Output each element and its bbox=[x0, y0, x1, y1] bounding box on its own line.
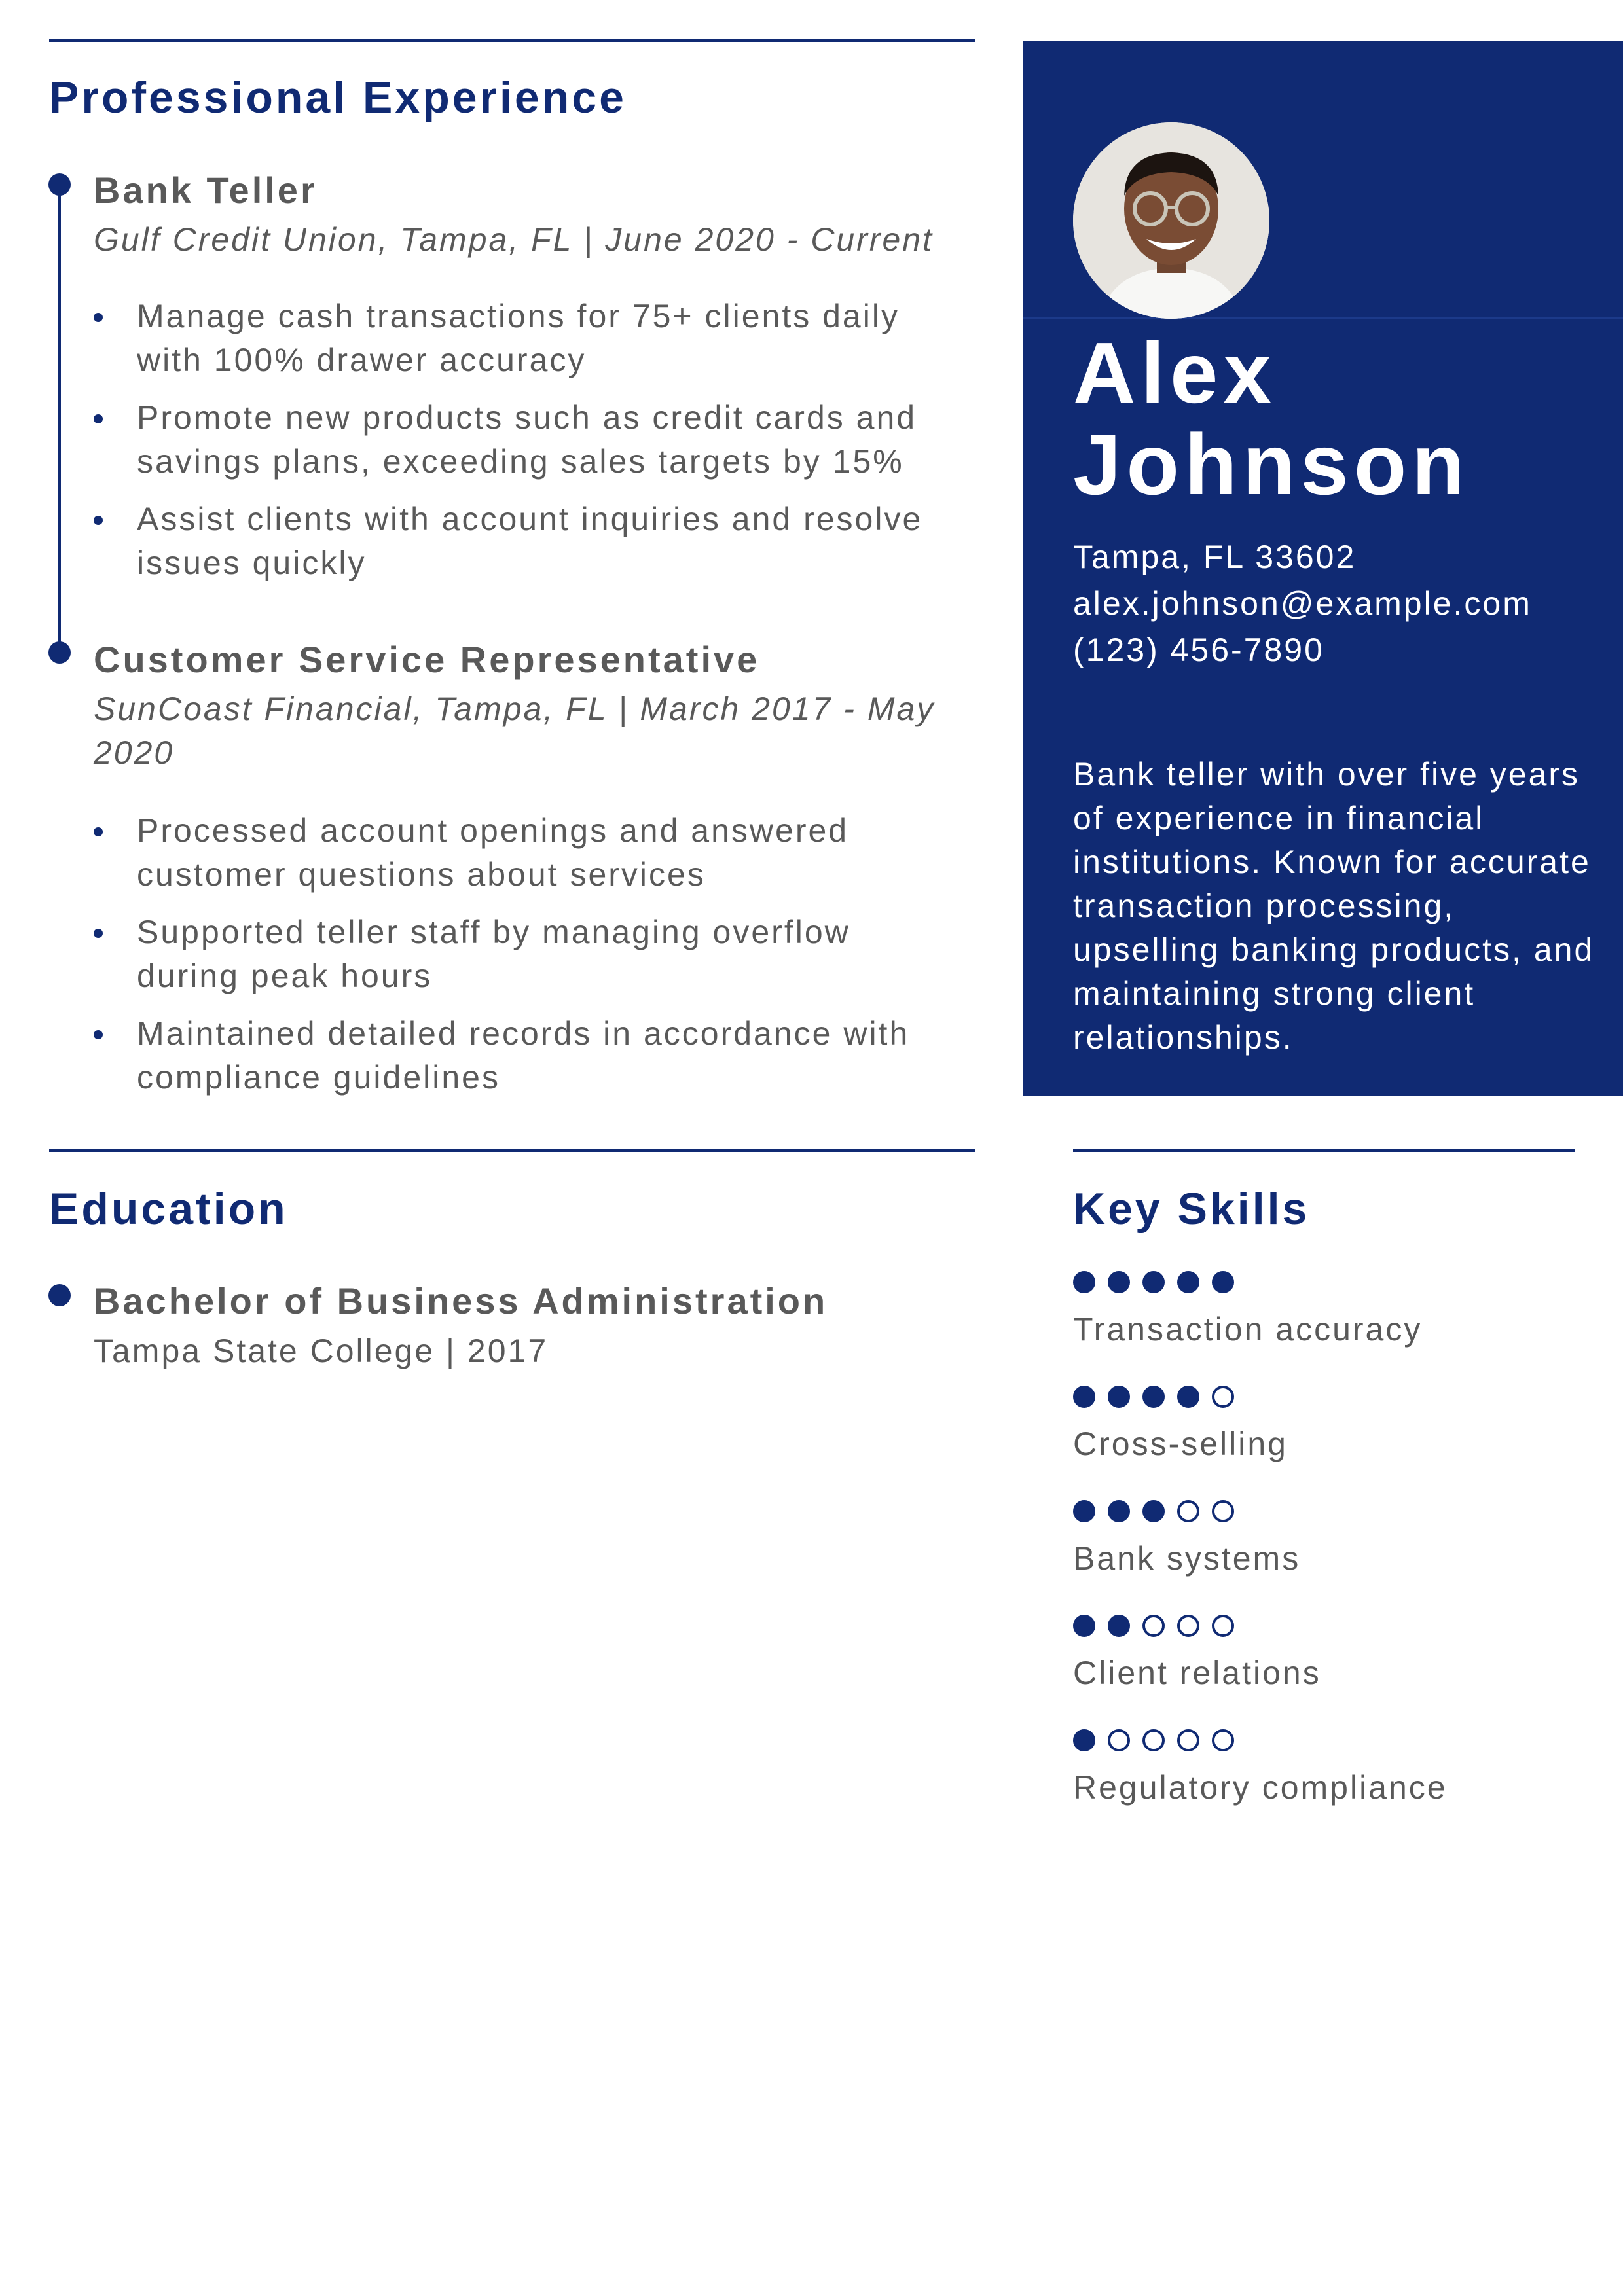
rating-dot-empty-icon bbox=[1212, 1615, 1234, 1637]
rating-dot-filled-icon bbox=[1108, 1500, 1130, 1522]
timeline-dot bbox=[48, 1284, 71, 1306]
rating-dot-filled-icon bbox=[1142, 1500, 1165, 1522]
skill-name: Regulatory compliance bbox=[1073, 1769, 1448, 1806]
job-bullet bbox=[94, 1012, 945, 1100]
rating-dot-filled-icon bbox=[1108, 1615, 1130, 1637]
contact-phone: (123) 456-7890 bbox=[1073, 632, 1324, 668]
experience-section-title: Professional Experience bbox=[49, 73, 627, 122]
skills-section-title: Key Skills bbox=[1073, 1184, 1310, 1234]
rating-dot-empty-icon bbox=[1212, 1386, 1234, 1408]
rating-dot-empty-icon bbox=[1177, 1500, 1199, 1522]
job-bullet-list bbox=[94, 809, 945, 1113]
last-name: Johnson bbox=[1073, 416, 1470, 512]
job-bullet-text: Assist clients with account inquiries and resolve issues quickly bbox=[137, 501, 923, 581]
rating-dot-filled-icon bbox=[1073, 1729, 1095, 1751]
profile-photo bbox=[1073, 122, 1269, 319]
bullet-dot-icon bbox=[94, 1030, 103, 1039]
skills-top-rule bbox=[1073, 1149, 1575, 1152]
job-title: Customer Service Representative bbox=[94, 639, 760, 680]
degree-title: Bachelor of Business Administration bbox=[94, 1280, 828, 1321]
job-bullet-text: Supported teller staff by managing overflow during peak hours bbox=[137, 914, 850, 994]
rating-dot-empty-icon bbox=[1212, 1729, 1234, 1751]
job-bullet-text: Maintained detailed records in accordance with compliance guidelines bbox=[137, 1015, 910, 1096]
education-top-rule bbox=[49, 1149, 975, 1152]
timeline-dot bbox=[48, 641, 71, 664]
rating-dot-filled-icon bbox=[1142, 1386, 1165, 1408]
job-bullet bbox=[94, 910, 945, 998]
bullet-dot-icon bbox=[94, 929, 103, 938]
skill-rating bbox=[1073, 1271, 1234, 1295]
rating-dot-filled-icon bbox=[1177, 1386, 1199, 1408]
rating-dot-filled-icon bbox=[1073, 1500, 1095, 1522]
skill-rating bbox=[1073, 1729, 1234, 1753]
job-meta: SunCoast Financial, Tampa, FL | March 2017 - May 2020 bbox=[94, 691, 936, 771]
first-name: Alex bbox=[1073, 325, 1277, 421]
job-bullet-list bbox=[94, 295, 945, 599]
rating-dot-filled-icon bbox=[1073, 1386, 1095, 1408]
profile-photo-portrait bbox=[1073, 122, 1269, 319]
job-bullet bbox=[94, 809, 945, 897]
job-bullet bbox=[94, 497, 945, 585]
rating-dot-empty-icon bbox=[1108, 1729, 1130, 1751]
bullet-dot-icon bbox=[94, 516, 103, 525]
job-meta: Gulf Credit Union, Tampa, FL | June 2020 - Current bbox=[94, 221, 934, 258]
bullet-dot-icon bbox=[94, 313, 103, 322]
rating-dot-empty-icon bbox=[1177, 1615, 1199, 1637]
profile-summary: Bank teller with over five years of experience in financial institutions. Known for accurate transaction processing, upselling banking products, and maintaining strong client relationships. bbox=[1073, 756, 1595, 1056]
rating-dot-empty-icon bbox=[1212, 1500, 1234, 1522]
contact-location: Tampa, FL 33602 bbox=[1073, 539, 1357, 575]
job-bullet-text: Processed account openings and answered customer questions about services bbox=[137, 812, 849, 893]
rating-dot-filled-icon bbox=[1212, 1271, 1234, 1293]
rating-dot-filled-icon bbox=[1073, 1615, 1095, 1637]
skill-name: Bank systems bbox=[1073, 1540, 1301, 1577]
job-title: Bank Teller bbox=[94, 170, 318, 211]
skill-name: Transaction accuracy bbox=[1073, 1311, 1423, 1348]
timeline-dot bbox=[48, 173, 71, 196]
skill-name: Cross-selling bbox=[1073, 1426, 1288, 1462]
job-bullet bbox=[94, 295, 945, 382]
rating-dot-empty-icon bbox=[1177, 1729, 1199, 1751]
rating-dot-filled-icon bbox=[1108, 1386, 1130, 1408]
rating-dot-filled-icon bbox=[1073, 1271, 1095, 1293]
job-bullet-text: Manage cash transactions for 75+ clients daily with 100% drawer accuracy bbox=[137, 298, 900, 378]
education-section-title: Education bbox=[49, 1184, 288, 1234]
skill-rating bbox=[1073, 1615, 1234, 1638]
experience-timeline-line bbox=[58, 185, 61, 653]
rating-dot-filled-icon bbox=[1142, 1271, 1165, 1293]
contact-email[interactable]: alex.johnson@example.com bbox=[1073, 585, 1532, 622]
skill-rating bbox=[1073, 1386, 1234, 1409]
job-bullet bbox=[94, 396, 945, 484]
panel-divider bbox=[1023, 317, 1623, 319]
rating-dot-filled-icon bbox=[1177, 1271, 1199, 1293]
job-bullet-text: Promote new products such as credit cards and savings plans, exceeding sales targets by 15% bbox=[137, 399, 917, 480]
experience-top-rule bbox=[49, 39, 975, 42]
bullet-dot-icon bbox=[94, 827, 103, 836]
rating-dot-empty-icon bbox=[1142, 1729, 1165, 1751]
bullet-dot-icon bbox=[94, 414, 103, 423]
skill-rating bbox=[1073, 1500, 1234, 1524]
rating-dot-empty-icon bbox=[1142, 1615, 1165, 1637]
skill-name: Client relations bbox=[1073, 1655, 1321, 1691]
school-line: Tampa State College | 2017 bbox=[94, 1333, 549, 1369]
rating-dot-filled-icon bbox=[1108, 1271, 1130, 1293]
